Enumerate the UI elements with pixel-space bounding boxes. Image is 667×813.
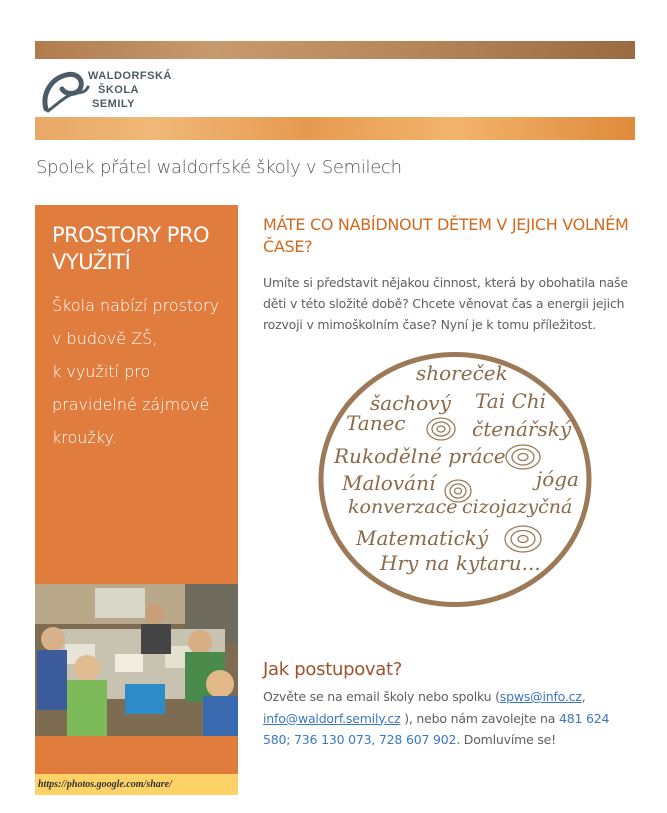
- phone-numbers[interactable]: 481 624 580; 736 130 073, 728 607 902: [263, 710, 610, 747]
- activity-item: Matematický: [356, 526, 489, 550]
- activity-item: Malování: [342, 471, 436, 495]
- sidebar-text-line: k využití pro: [52, 362, 151, 381]
- activity-item: Tanec: [346, 411, 406, 435]
- activity-item: čtenářský: [472, 417, 572, 441]
- activity-item: shoreček: [416, 361, 508, 385]
- sidebar-heading: PROSTORY PRO VYUŽITÍ: [52, 223, 210, 274]
- activity-item: šachový: [370, 391, 451, 415]
- sidebar-text-line: pravidelné zájmové: [52, 395, 210, 414]
- logo-line-3: SEMILY: [92, 98, 135, 110]
- email-link-spws[interactable]: spws@info.cz: [499, 689, 582, 704]
- contact-middle: ), nebo nám zavolejte na: [400, 710, 559, 726]
- activity-item: Tai Chi: [475, 389, 547, 413]
- logo-wordmark: [88, 69, 172, 111]
- activity-item: jóga: [536, 467, 579, 491]
- logo-line-1: WALDORFSKÁ: [88, 70, 172, 82]
- activity-item: cizojazyčná: [462, 496, 573, 518]
- contact-separator: ,: [581, 689, 586, 704]
- question-title: MÁTE CO NABÍDNOUT DĚTEM V JEJICH VOLNÉM ČASE?: [263, 215, 629, 256]
- contact-text: [263, 686, 638, 751]
- email-link-waldorf[interactable]: info@waldorf.semily.cz: [263, 710, 401, 726]
- banner-top-stripe: [35, 41, 635, 59]
- sidebar-text: [52, 289, 237, 454]
- question-text: Umíte si představit nějakou činnost, která by obohatila naše děti v této složité době? Chcete věnovat čas a energii jejich rozvoji v mimoškolním čase? Nyní je k tomu příležitost.: [263, 275, 628, 332]
- contact-closing: . Domluvíme se!: [456, 732, 556, 747]
- activity-item: Hry na kytaru...: [380, 551, 541, 575]
- activity-item: konverzace: [348, 496, 458, 518]
- sidebar-text-line: v budově ZŠ,: [52, 329, 158, 348]
- activities-list: [318, 351, 592, 608]
- logo-line-2: ŠKOLA: [98, 84, 139, 96]
- page-subtitle: Spolek přátel waldorfské školy v Semilech: [36, 157, 402, 178]
- sidebar-text-line: kroužky.: [52, 428, 117, 447]
- how-to-title: Jak postupovat?: [263, 659, 402, 680]
- header-banner: [35, 41, 635, 140]
- children-photo: [35, 584, 238, 736]
- activity-item: Rukodělné práce: [334, 444, 506, 468]
- sidebar-text-line: Škola nabízí prostory: [52, 296, 220, 315]
- contact-intro: Ozvěte se na email školy nebo spolku (: [263, 689, 500, 704]
- photo-credit: https://photos.google.com/share/: [38, 779, 172, 790]
